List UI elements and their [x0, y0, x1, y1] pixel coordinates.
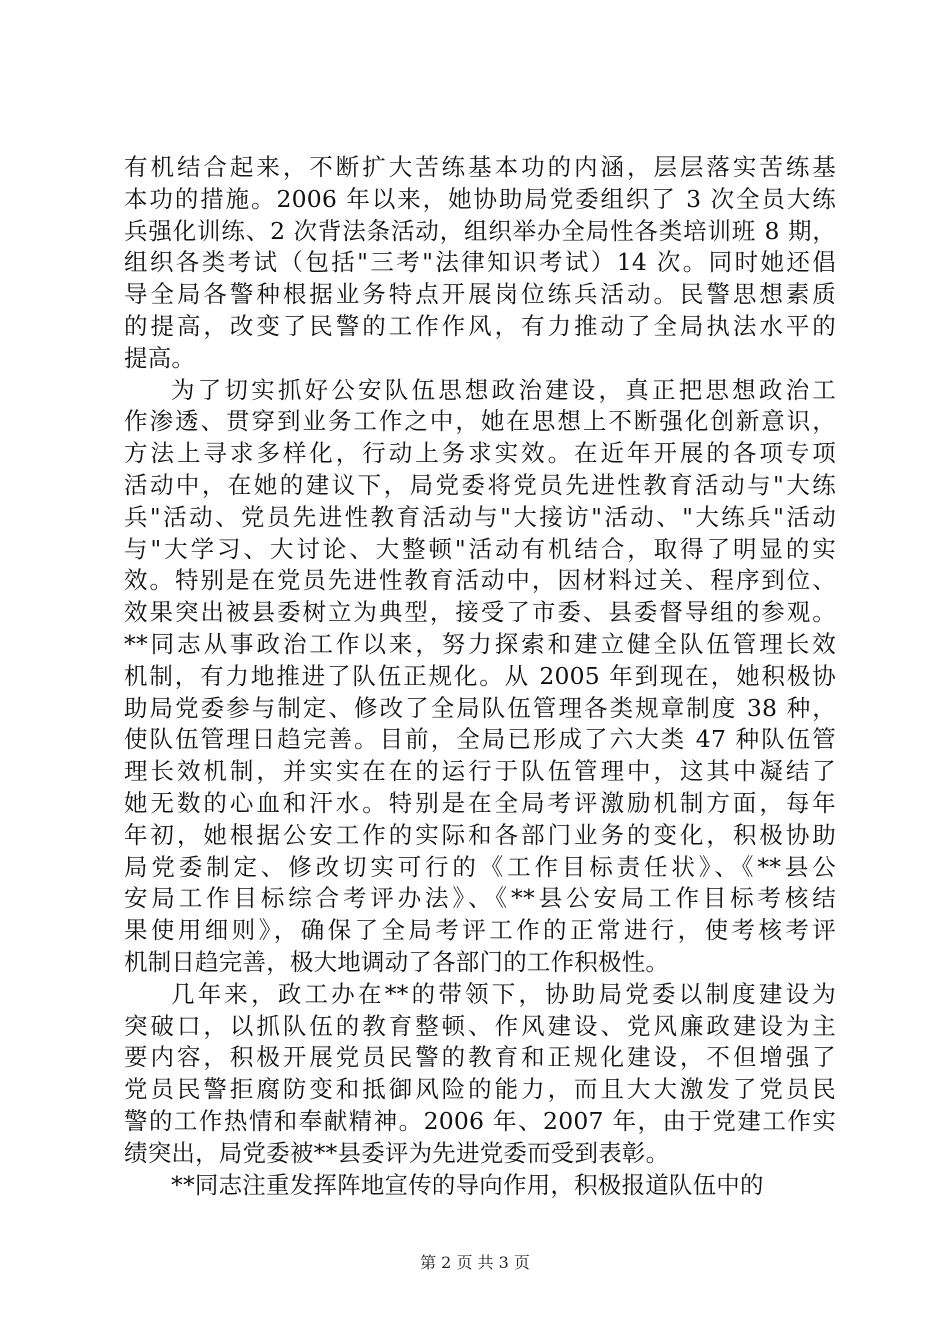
text-line: 理长效机制，并实实在在的运行于队伍管理中，这其中凝结了	[124, 757, 836, 786]
document-body	[124, 152, 836, 1201]
text-line: 为了切实抓好公安队伍思想政治建设，真正把思想政治工	[171, 375, 836, 404]
text-line: 警的工作热情和奉献精神。2006 年、2007 年，由于党建工作实	[124, 1106, 836, 1135]
paragraph	[124, 979, 836, 1170]
text-line: 导全局各警种根据业务特点开展岗位练兵活动。民警思想素质	[124, 280, 836, 309]
text-line: 突破口，以抓队伍的教育整顿、作风建设、党风廉政建设为主	[124, 1011, 836, 1040]
text-line: 使队伍管理日趋完善。目前，全局已形成了六大类 47 种队伍管	[124, 725, 836, 754]
text-line: 兵强化训练、2 次背法条活动，组织举办全局性各类培训班 8 期，	[124, 216, 836, 245]
text-line: 与"大学习、大讨论、大整顿"活动有机结合，取得了明显的实	[124, 534, 836, 563]
text-line: 党员民警拒腐防变和抵御风险的能力，而且大大激发了党员民	[124, 1075, 836, 1104]
text-line: 她无数的心血和汗水。特别是在全局考评激励机制方面，每年	[124, 788, 836, 817]
text-line: 组织各类考试（包括"三考"法律知识考试）14 次。同时她还倡	[124, 248, 836, 277]
text-line: 方法上寻求多样化，行动上务求实效。在近年开展的各项专项	[124, 439, 836, 468]
text-line: 年初，她根据公安工作的实际和各部门业务的变化，积极协助	[124, 820, 836, 849]
text-line: 绩突出，局党委被**县委评为先进党委而受到表彰。	[124, 1138, 670, 1167]
paragraph	[124, 152, 836, 375]
text-line: **同志注重发挥阵地宣传的导向作用，积极报道队伍中的	[171, 1170, 764, 1199]
paragraph	[124, 1170, 836, 1202]
text-line: 果使用细则》，确保了全局考评工作的正常进行，使考核考评	[124, 916, 836, 945]
page-footer: 第 2 页 共 3 页	[420, 1253, 530, 1272]
text-line: 要内容，积极开展党员民警的教育和正规化建设，不但增强了	[124, 1043, 836, 1072]
text-line: 助局党委参与制定、修改了全局队伍管理各类规章制度 38 种，	[124, 693, 836, 722]
text-line: 提高。	[124, 343, 196, 372]
text-line: 效。特别是在党员先进性教育活动中，因材料过关、程序到位、	[124, 566, 836, 595]
text-line: 几年来，政工办在**的带领下，协助局党委以制度建设为	[171, 979, 836, 1008]
text-line: 兵"活动、党员先进性教育活动与"大接访"活动、"大练兵"活动	[124, 502, 836, 531]
text-line: 效果突出被县委树立为典型，接受了市委、县委督导组的参观。	[124, 598, 836, 627]
text-line: 作渗透、贯穿到业务工作之中，她在思想上不断强化创新意识，	[124, 407, 836, 436]
text-line: 活动中，在她的建议下，局党委将党员先进性教育活动与"大练	[124, 470, 836, 499]
text-line: 安局工作目标综合考评办法》、《**县公安局工作目标考核结	[124, 884, 836, 913]
paragraph	[124, 375, 836, 979]
text-line: **同志从事政治工作以来，努力探索和建立健全队伍管理长效	[124, 629, 836, 658]
text-line: 有机结合起来，不断扩大苦练基本功的内涵，层层落实苦练基	[124, 153, 836, 181]
text-line: 机制日趋完善，极大地调动了各部门的工作积极性。	[124, 947, 670, 976]
text-line: 局党委制定、修改切实可行的《工作目标责任状》、《**县公	[124, 852, 836, 881]
text-line: 的提高，改变了民警的工作作风，有力推动了全局执法水平的	[124, 311, 836, 340]
text-line: 机制，有力地推进了队伍正规化。从 2005 年到现在，她积极协	[124, 661, 836, 690]
text-line: 本功的措施。2006 年以来，她协助局党委组织了 3 次全员大练	[124, 184, 836, 213]
